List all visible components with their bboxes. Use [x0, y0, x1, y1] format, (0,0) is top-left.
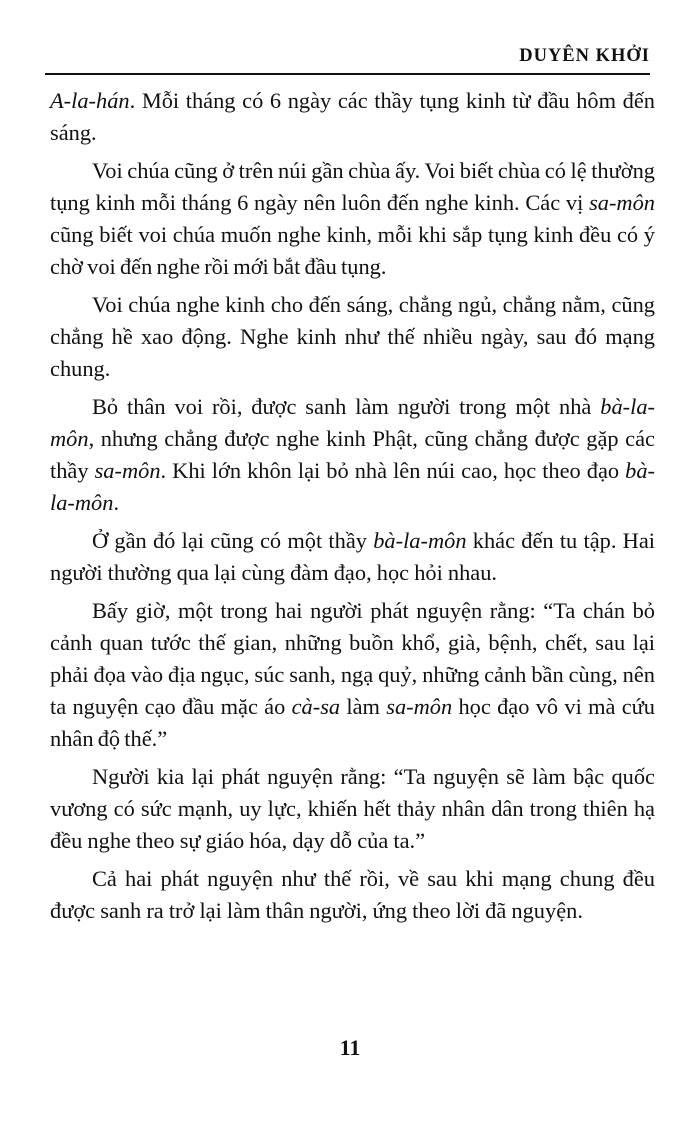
text-run: . Mỗi tháng có 6 ngày các thầy tụng kinh từ đầu hôm đến sáng.	[50, 88, 655, 145]
text-run: cũng biết voi chúa muốn nghe kinh, mỗi khi sắp tụng kinh đều có ý chờ voi đến nghe rồi mới bắt đầu tụng.	[50, 222, 655, 279]
italic-term: bà-la-môn	[50, 394, 655, 451]
paragraph	[50, 863, 655, 927]
text-run: làm	[340, 694, 387, 719]
running-header: DUYÊN KHỞI	[519, 46, 650, 66]
page-number: 11	[339, 1035, 361, 1060]
text-run: Người kia lại phát nguyện rằng: “Ta nguyện sẽ làm bậc quốc vương có sức mạnh, uy lực, khiến hết thảy nhân dân trong thiên hạ đều nghe theo sự giáo hóa, dạy dỗ của ta.”	[50, 764, 655, 853]
text-run: Bỏ thân voi rồi, được sanh làm người trong một nhà	[92, 394, 601, 419]
text-run: khác đến tu tập. Hai người thường qua lại cùng đàm đạo, học hỏi nhau.	[50, 528, 656, 585]
body-text	[50, 85, 655, 933]
italic-term: bà-la-môn	[50, 458, 655, 515]
italic-term: cà-sa	[291, 694, 341, 719]
paragraph	[50, 595, 655, 755]
text-run: Bấy giờ, một trong hai người phát nguyện rằng: “Ta chán bỏ cảnh quan tước thế gian, những buồn khổ, già, bệnh, chết, sau lại phải đọa vào địa ngục, súc sanh, ngạ quỷ, những cảnh bần cùng, nên ta nguyện cạo đầu mặc áo	[50, 598, 655, 719]
paragraph	[50, 391, 655, 519]
text-run: .	[113, 490, 120, 515]
text-run: Cả hai phát nguyện như thế rồi, về sau khi mạng chung đều được sanh ra trở lại làm thân người, ứng theo lời đã nguyện.	[50, 866, 655, 923]
italic-term: sa-môn	[589, 190, 655, 215]
paragraph	[50, 289, 655, 385]
italic-term: bà-la-môn	[373, 528, 467, 553]
paragraph	[50, 525, 655, 589]
text-run: Voi chúa cũng ở trên núi gần chùa ấy. Voi biết chùa có lệ thường tụng kinh mỗi tháng 6 ngày nên luôn đến nghe kinh. Các vị	[50, 158, 655, 215]
header-rule	[45, 73, 650, 75]
text-run: học đạo vô vi mà cứu nhân độ thế.”	[50, 694, 655, 751]
paragraph	[50, 761, 655, 857]
italic-term: sa-môn	[386, 694, 453, 719]
text-run: Voi chúa nghe kinh cho đến sáng, chẳng ngủ, chẳng nằm, cũng chẳng hề xao động. Nghe kinh như thế nhiều ngày, sau đó mạng chung.	[50, 292, 655, 381]
italic-term: sa-môn	[94, 458, 161, 483]
italic-term: A-la-hán	[50, 88, 130, 113]
paragraph	[50, 85, 655, 149]
paragraph	[50, 155, 655, 283]
text-run: . Khi lớn khôn lại bỏ nhà lên núi cao, học theo đạo	[160, 458, 626, 483]
text-run: , nhưng chẳng được nghe kinh Phật, cũng chẳng được gặp các thầy	[50, 426, 655, 483]
text-run: Ở gần đó lại cũng có một thầy	[92, 528, 374, 553]
